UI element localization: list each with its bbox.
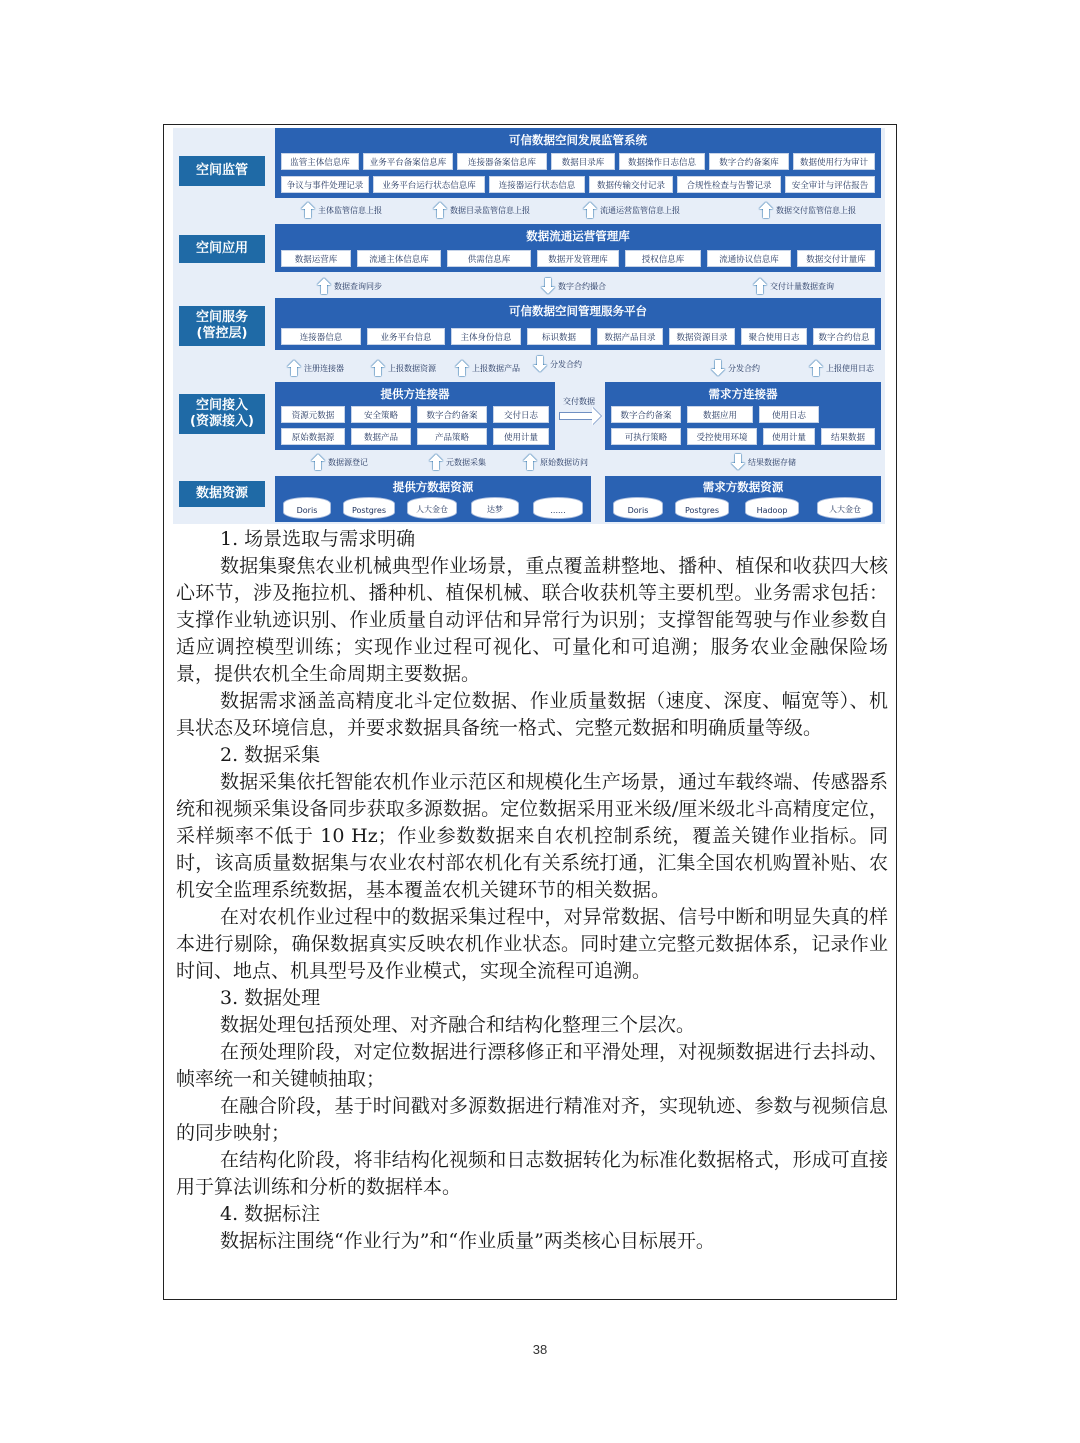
demand-connector-cell: 可执行策略 [611,428,681,445]
supervision-cell: 数据传输交付记录 [589,176,673,193]
arrow-supervision: 主体监管信息上报 [301,202,382,218]
paragraph: 数据集聚焦农业机械典型作业场景，重点覆盖耕整地、播种、植保和收获四大核心环节，涉及拖拉机、播种机、植保机械、联合收获机等主要机型。业务需求包括：支撑作业轨迹识别、作业质量自动评估和异常行为识别；支撑智能驾驶与作业参数自适应调控模型训练；实现作业过程可视化、可量化和可追溯；服务农业金融保险场景，提供农机全生命周期主要数据。 [176,555,888,685]
delivery-label: 交付数据 [563,397,595,406]
arrow-access: 元数据采集 [429,454,486,470]
arrow-service: 上报数据产品 [455,360,520,376]
database-icon: 人大金仓 [407,497,457,519]
layer-label-service: 空间服务 (管控层) [179,306,265,346]
application-cell: 授权信息库 [625,250,701,267]
database-icon: 人大金仓 [817,497,873,519]
layer-label-resources: 数据资源 [179,481,265,507]
arrow-service: 分发合约 [533,356,582,372]
database-icon: Doris [613,497,663,519]
provider-connector-cell: 数字合约备案 [417,406,487,423]
paragraph: 在融合阶段，基于时间戳对多源数据进行精准对齐，实现轨迹、参数与视频信息的同步映射； [176,1095,888,1144]
section-heading: 4. 数据标注 [220,1203,321,1225]
supervision-cell: 业务平台备案信息库 [363,153,453,170]
arrow-service: 分发合约 [711,360,760,376]
layer-label-access: 空间接入 (资源接入) [179,394,265,434]
supervision-cell: 数据操作日志信息 [619,153,705,170]
database-icon: Postgres [343,497,395,519]
paragraph: 在对农机作业过程中的数据采集过程中，对异常数据、信号中断和明显失真的样本进行剔除，确保数据真实反映农机作业状态。同时建立完整元数据体系，记录作业时间、地点、机具型号及作业模式，实现全流程可追溯。 [176,906,888,982]
arrow-access: 数据源登记 [311,454,368,470]
supervision-cell: 连接器运行状态信息 [489,176,585,193]
supervision-cell: 合规性检查与告警记录 [677,176,781,193]
service-cell: 聚合使用日志 [741,328,807,345]
service-cell: 业务平台信息 [367,328,445,345]
application-cell: 数据开发管理库 [537,250,619,267]
arrow-access: 结果数据存储 [731,454,796,470]
database-icon: Postgres [675,497,729,519]
application-panel [275,224,881,272]
database-icon: Hadoop [745,497,799,519]
arrow-up-icon [317,278,331,294]
paragraph: 数据处理包括预处理、对齐融合和结构化整理三个层次。 [220,1014,696,1036]
arrow-up-icon [433,202,447,218]
arrow-service: 注册连接器 [287,360,344,376]
arrow-up-icon [287,360,301,376]
arrow-up-icon [311,454,325,470]
provider-connector-title: 提供方连接器 [380,387,450,401]
arrow-up-icon [301,202,315,218]
arrow-up-icon [455,360,469,376]
supervision-cell: 数据使用行为审计 [793,153,875,170]
architecture-diagram [173,128,885,524]
demand-resources-panel [605,476,881,522]
layer-label-application: 空间应用 [179,235,265,263]
arrow-down-icon [533,356,547,372]
database-icon: 达梦 [471,497,519,519]
database-icon: Doris [283,497,331,519]
arrow-down-icon [541,278,555,294]
supervision-cell: 数据目录库 [551,153,615,170]
provider-connector-cell: 产品策略 [417,428,487,445]
demand-connector-panel [605,382,881,450]
supervision-title: 可信数据空间发展监管系统 [509,133,647,147]
paragraph: 数据采集依托智能农机作业示范区和规模化生产场景，通过车载终端、传感器系统和视频采集设备同步获取多源数据。定位数据采用亚米级/厘米级北斗高精度定位，采样频率不低于 10 Hz；作业参数数据来自农机控制系统，覆盖关键作业指标。同时，该高质量数据集与农业农村部农机化有关系统打通，汇集全国农机购置补贴、农机安全监理系统数据，基本覆盖农机关键环节的相关数据。 [176,771,888,901]
arrow-application: 数字合约撮合 [541,278,606,294]
supervision-cell: 安全审计与评估报告 [785,176,875,193]
arrow-down-icon [731,454,745,470]
service-panel [275,298,881,350]
application-cell: 流通协议信息库 [707,250,791,267]
service-title: 可信数据空间管理服务平台 [509,304,647,318]
service-cell: 数据产品目录 [597,328,663,345]
provider-connector-cell: 原始数据源 [281,428,345,445]
arrow-up-icon [809,360,823,376]
service-cell: 标识数据 [527,328,591,345]
arrow-access: 原始数据访问 [523,454,588,470]
service-cell: 数据资源目录 [669,328,735,345]
demand-connector-cell: 数字合约备案 [611,406,681,423]
arrow-up-icon [371,360,385,376]
application-cell: 流通主体信息库 [357,250,441,267]
paragraph: 在结构化阶段，将非结构化视频和日志数据转化为标准化数据格式，形成可直接用于算法训练和分析的数据样本。 [176,1149,888,1198]
page-number: 38 [532,1342,548,1357]
supervision-cell: 数字合约备案库 [709,153,789,170]
service-cell: 数字合约信息 [813,328,875,345]
application-cell: 数据运营库 [281,250,351,267]
demand-connector-cell: 受控使用环境 [687,428,757,445]
layer-label-supervision: 空间监管 [179,156,265,186]
provider-connector-panel [275,382,555,450]
supervision-cell: 监管主体信息库 [281,153,359,170]
arrow-up-icon [523,454,537,470]
application-title: 数据流通运营管理库 [526,229,630,243]
demand-connector-cell: 结果数据 [821,428,875,445]
provider-connector-cell: 资源元数据 [281,406,345,423]
paragraph: 在预处理阶段，对定位数据进行漂移修正和平滑处理，对视频数据进行去抖动、帧率统一和关键帧抽取； [176,1041,888,1090]
arrow-up-icon [429,454,443,470]
paragraph: 数据需求涵盖高精度北斗定位数据、作业质量数据（速度、深度、幅宽等）、机具状态及环境信息，并要求数据具备统一格式、完整元数据和明确质量等级。 [176,690,888,739]
service-cell: 主体身份信息 [451,328,521,345]
arrow-up-icon [753,278,767,294]
arrow-service: 上报使用日志 [809,360,874,376]
provider-connector-cell: 安全策略 [351,406,411,423]
service-cell: 连接器信息 [281,328,361,345]
arrow-application: 交付计量数据查询 [753,278,834,294]
arrow-supervision: 数据交付监管信息上报 [759,202,856,218]
body-text [176,526,888,1255]
supervision-panel [275,128,881,198]
demand-connector-cell: 使用日志 [759,406,819,423]
supervision-cell: 争议与事件处理记录 [281,176,369,193]
delivery-arrow [559,412,593,420]
demand-connector-title: 需求方连接器 [708,387,778,401]
section-heading: 3. 数据处理 [220,987,321,1009]
provider-resources-title: 提供方数据资源 [392,480,474,494]
arrow-supervision: 数据目录监管信息上报 [433,202,530,218]
section-heading: 1. 场景选取与需求明确 [220,528,416,550]
arrow-up-icon [759,202,773,218]
demand-connector-cell: 数据应用 [687,406,753,423]
arrow-down-icon [711,360,725,376]
demand-resources-title: 需求方数据资源 [702,480,784,494]
provider-connector-cell: 使用计量 [493,428,549,445]
paragraph: 数据标注围绕“作业行为”和“作业质量”两类核心目标展开。 [220,1230,715,1252]
arrow-application: 数据查询同步 [317,278,382,294]
supervision-cell: 业务平台运行状态信息库 [373,176,485,193]
provider-connector-cell: 交付日志 [493,406,549,423]
database-icon: ...... [533,497,583,519]
arrow-service: 上报数据资源 [371,360,436,376]
provider-resources-panel [275,476,591,522]
provider-connector-cell: 数据产品 [351,428,411,445]
demand-connector-cell: 使用计量 [763,428,815,445]
section-heading: 2. 数据采集 [220,744,321,766]
arrow-supervision: 流通运营监管信息上报 [583,202,680,218]
application-cell: 数据交付计量库 [797,250,875,267]
supervision-cell: 连接器备案信息库 [457,153,547,170]
application-cell: 供需信息库 [447,250,531,267]
arrow-up-icon [583,202,597,218]
